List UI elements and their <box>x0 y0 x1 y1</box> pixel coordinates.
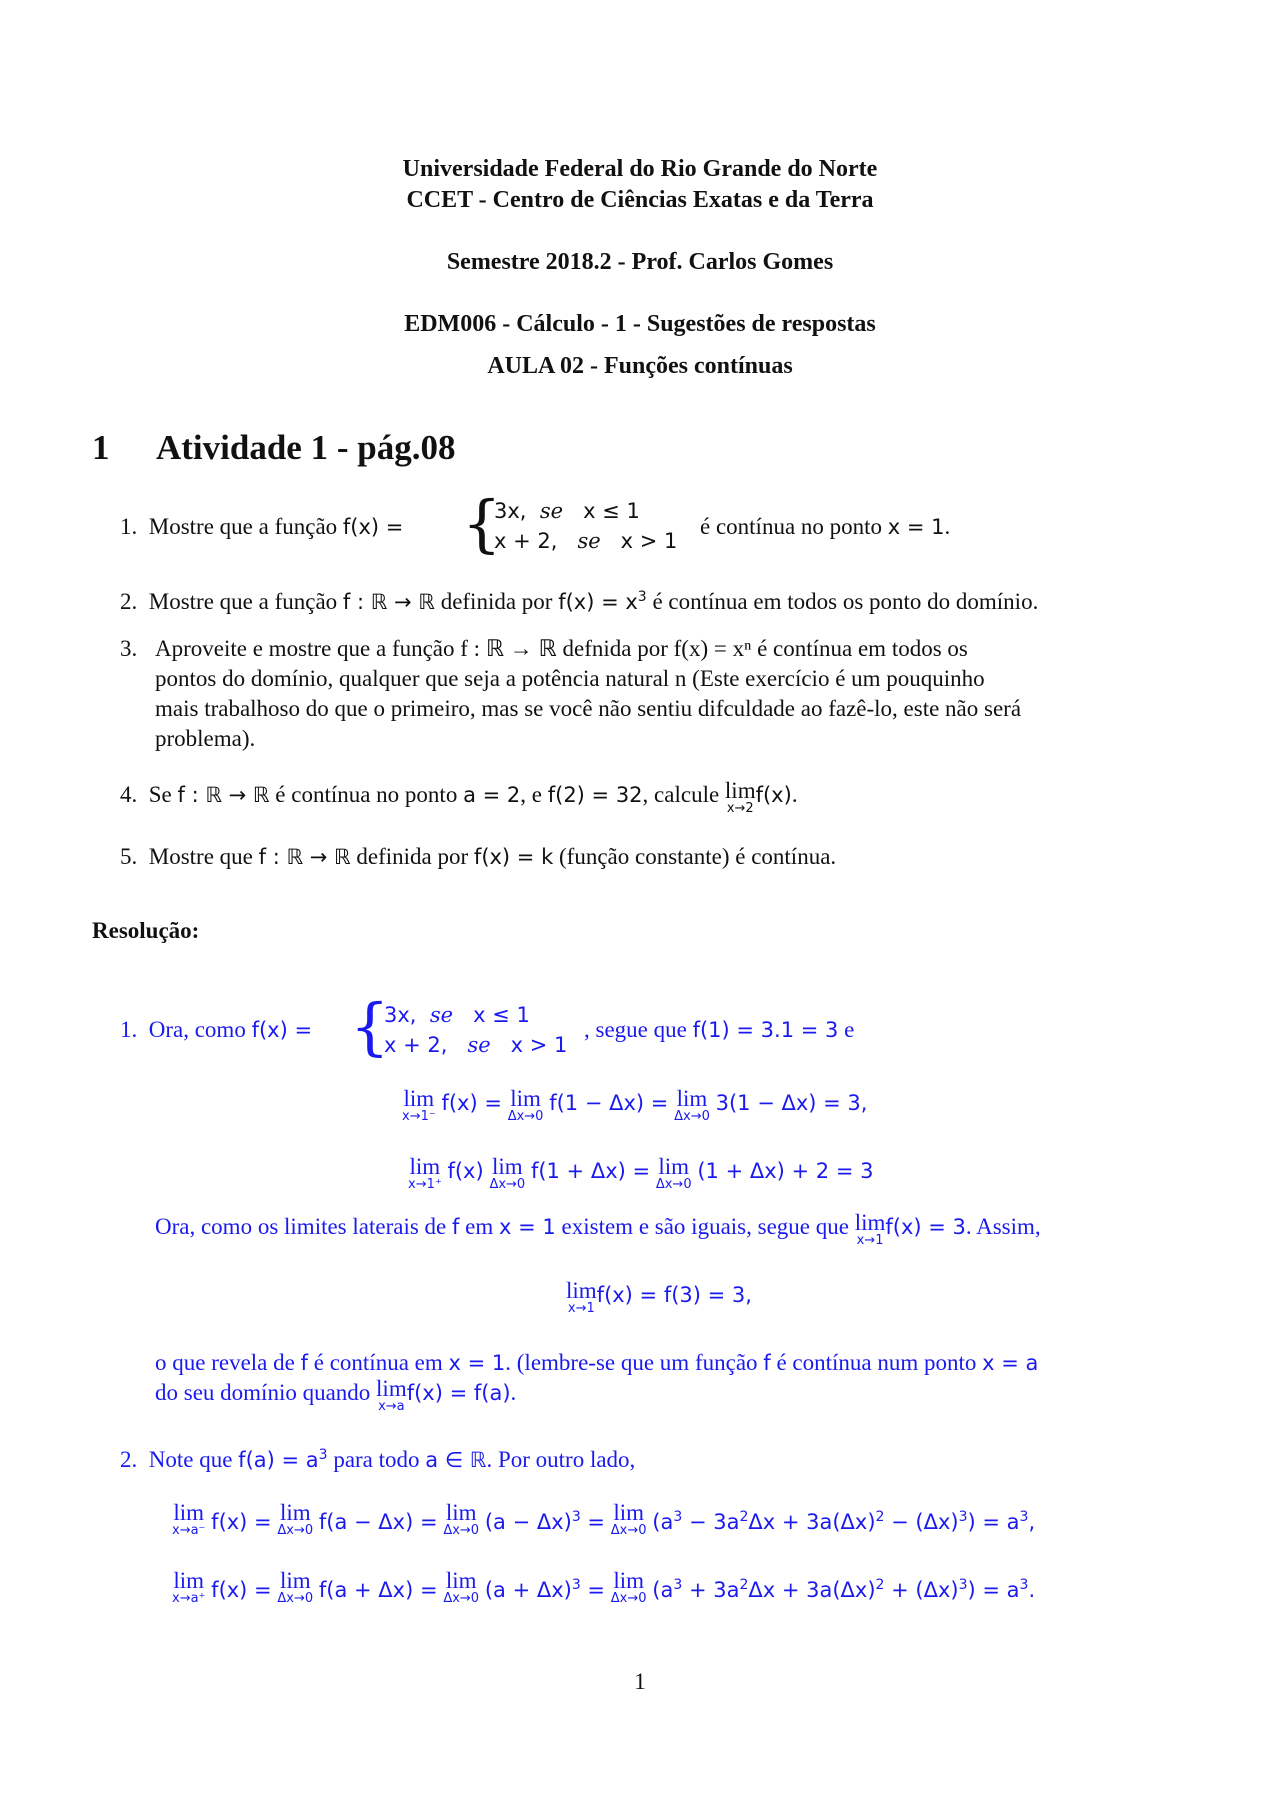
lesson-title: AULA 02 - Funções contínuas <box>487 353 793 379</box>
solution-1-brace: { <box>350 990 390 1063</box>
semester-professor: Semestre 2018.2 - Prof. Carlos Gomes <box>446 249 834 275</box>
exercise-3-line-4: problema). <box>155 726 256 751</box>
exercise-2: 2. Mostre que a função f : ℝ → ℝ definida por $f(x) = x^3$ é contínua em todos os ponto do domínio. <box>120 589 1039 614</box>
center-name: CCET - Centro de Ciências Exatas e da Terra <box>406 187 874 213</box>
exercise-1: 1. Mostre que a função f(x) = <box>120 514 404 539</box>
exercise-3-line-3: mais trabalhoso do que o primeiro, mas se você não sentiu difculdade ao fazê-lo, este não será <box>155 696 1022 721</box>
exercise-3-line-2: pontos do domínio, qualquer que seja a potência natural n (Este exercício é um pouquinho <box>155 666 985 691</box>
exercise-3-line-1: Aproveite e mostre que a função f : ℝ → ℝ defnida por f(x) = xⁿ é contínua em todos os <box>155 636 968 661</box>
section-title: Atividade 1 - pág.08 <box>156 428 456 467</box>
course-title: EDM006 - Cálculo - 1 - Sugestões de respostas <box>404 311 876 337</box>
solution-1-continued: , segue que f(1) = 3.1 = 3 e <box>584 1017 855 1042</box>
university-name: Universidade Federal do Rio Grande do Norte <box>402 156 878 182</box>
solution-1-paragraph-2: o que revela de f é contínua em x = 1. (lembre-se que um função f é contínua num ponto x = a <box>155 1350 1039 1375</box>
solution-1-case-2: x + 2, se x > 1 <box>384 1033 568 1057</box>
solution-2: 2. Note que $f(a) = a^3$ para todo a ∈ ℝ. Por outro lado, <box>120 1447 636 1472</box>
resolution-heading: Resolução: <box>92 918 200 943</box>
piecewise-brace: { <box>462 487 502 560</box>
solution-1-paragraph-3: do seu domínio quando lim x→a f(x) = f(a). <box>155 1376 517 1414</box>
exercise-5: 5. Mostre que f : ℝ → ℝ definida por f(x) = k (função constante) é contínua. <box>120 844 837 869</box>
right-limit-cubic: lim x→a⁺ f(x) = lim Δx→0 f(a + Δx) = lim Δx→0 $(a + \Delta x)^3$ = lim Δx→0 $(a^3 + 3a^2\Delta x + 3a(\Delta x)^2 + (\Delta x)^3) = a^3$. <box>172 1568 1036 1606</box>
section-number: 1 <box>92 428 110 467</box>
solution-1-paragraph-1: Ora, como os limites laterais de f em x = 1 existem e são iguais, segue que lim x→1 f(x) = 3. Assim, <box>155 1210 1041 1248</box>
solution-1: 1. Ora, como f(x) = <box>120 1017 313 1042</box>
left-limit-equation: lim x→1⁻ f(x) = lim Δx→0 f(1 − Δx) = lim Δx→0 3(1 − Δx) = 3, <box>402 1086 868 1124</box>
exercise-4: 4. Se f : ℝ → ℝ é contínua no ponto a = 2, e f(2) = 32, calcule lim x→2 f(x). <box>120 778 798 816</box>
exercise-1-case-2: x + 2, se x > 1 <box>494 529 678 553</box>
right-limit-equation: lim x→1⁺ f(x) lim Δx→0 f(1 + Δx) = lim Δx→0 (1 + Δx) + 2 = 3 <box>408 1154 874 1192</box>
page-number: 1 <box>634 1669 646 1694</box>
exercise-3-number: 3. <box>120 636 138 661</box>
exercise-1-end: é contínua no ponto x = 1. <box>700 514 951 539</box>
solution-1-case-1: 3x, se x ≤ 1 <box>384 1003 530 1027</box>
section-heading <box>92 428 455 468</box>
limit-result: lim x→1 f(x) = f(3) = 3, <box>566 1278 752 1316</box>
left-limit-cubic: lim x→a⁻ f(x) = lim Δx→0 f(a − Δx) = lim Δx→0 $(a - \Delta x)^3$ = lim Δx→0 $(a^3 - 3a^2\Delta x + 3a(\Delta x)^2 - (\Delta x)^3) = a^3$, <box>172 1500 1036 1538</box>
exercise-1-case-1: 3x, se x ≤ 1 <box>494 499 640 523</box>
